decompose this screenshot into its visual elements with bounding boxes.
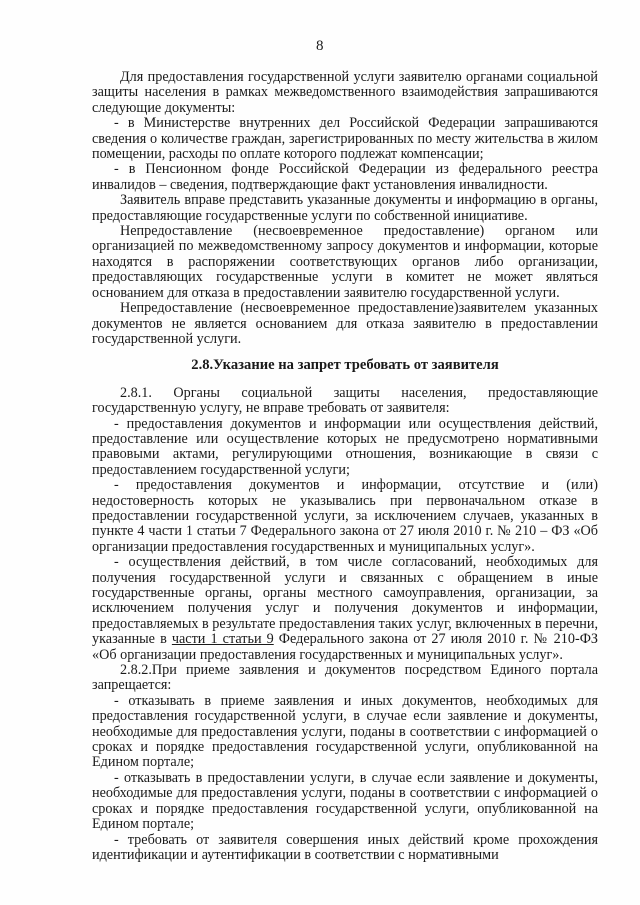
clause-text: - осуществления действий, в том числе согласований, необходимых для получения государственной услуги и связанных с обращением в иные государственные органы, органы местного самоуправления, организации, за исключением получения услуг и получения документов и информации, предоставляемых в результате предоставления таких услуг, включенных в перечни, указанные в — [92, 554, 598, 648]
law-reference-link[interactable]: части 1 статьи 9 — [171, 631, 274, 648]
paragraph-applicant-right: Заявитель вправе представить указанные документы и информацию в органы, предоставляющие государственные услуги по собственной инициативе. — [92, 192, 598, 224]
clause-text: Федерального закона от 27 июля 2010 г. № 210-ФЗ «Об организации предоставления государственных и муниципальных услуг». — [92, 631, 599, 663]
paragraph-non-provision-organ: Непредоставление (несвоевременное предоставление) органом или организацией по межведомственному запросу документов и информации, которые находятся в распоряжении соответствующих органов либо организации, предоставляющих государственные услуги в комитет не может являться основанием для отказа в предоставлении заявителю государственной услуги. — [92, 223, 598, 301]
list-item-mvd: - в Министерстве внутренних дел Российской Федерации запрашиваются сведения о количестве граждан, зарегистрированных по месту жительства в жилом помещении, расходы по оплате которого подлежат компенсации; — [92, 115, 598, 163]
document-body — [92, 70, 598, 863]
paragraph-non-provision-applicant: Непредоставление (несвоевременное предоставление)заявителем указанных документов не является основанием для отказа заявителю в предоставлении государственной услуги. — [92, 300, 598, 347]
clause-2-8-2-item-b: - отказывать в предоставлении услуги, в случае если заявление и документы, необходимые для предоставления услуги, поданы в соответствии с информацией о сроках и порядке предоставления государственной услуги, опубликованной на Едином портале; — [92, 769, 598, 833]
section-heading: 2.8.Указание на запрет требовать от заявителя — [191, 357, 499, 374]
paragraph-interagency-request: Для предоставления государственной услуги заявителю органами социальной защиты населения в рамках межведомственного взаимодействия запрашиваются следующие документы: — [92, 69, 598, 116]
clause-2-8-1-intro: 2.8.1. Органы социальной защиты населения, предоставляющие государственную услугу, не вправе требовать от заявителя: — [92, 384, 598, 417]
clause-2-8-2-intro: 2.8.2.При приеме заявления и документов посредством Единого портала запрещается: — [92, 662, 598, 694]
clause-2-8-2-item-a: - отказывать в приеме заявления и иных документов, необходимых для предоставления государственной услуги, в случае если заявление и документы, необходимые для предоставления услуги, поданы в соответствии с информацией о сроках и порядке предоставления государственной услуги, опубликованной на Едином портале; — [92, 692, 598, 771]
page-number: 8 — [316, 38, 324, 54]
list-item-pension-fund: - в Пенсионном фонде Российской Федерации из федерального реестра инвалидов – сведения, подтверждающие факт установления инвалидности. — [92, 161, 598, 193]
clause-2-8-1-item-a: - предоставления документов и информации или осуществления действий, предоставление или осуществление которых не предусмотрено нормативными правовыми актами, регулирующими отношения, возникающие в связи с предоставлением государственной услуги; — [92, 415, 598, 478]
clause-2-8-1-item-c — [92, 555, 598, 663]
clause-2-8-2-item-c: - требовать от заявителя совершения иных действий кроме прохождения идентификации и аутентификации в соответствии с нормативными — [92, 831, 598, 863]
clause-2-8-1-item-b: - предоставления документов и информации, отсутствие и (или) недостоверность которых не указывались при первоначальном отказе в предоставлении государственной услуги, за исключением случаев, указанных в пункте 4 части 1 статьи 7 Федерального закона от 27 июля 2010 г. № 210 – ФЗ «Об организации предоставления государственных и муниципальных услуг». — [92, 477, 598, 555]
